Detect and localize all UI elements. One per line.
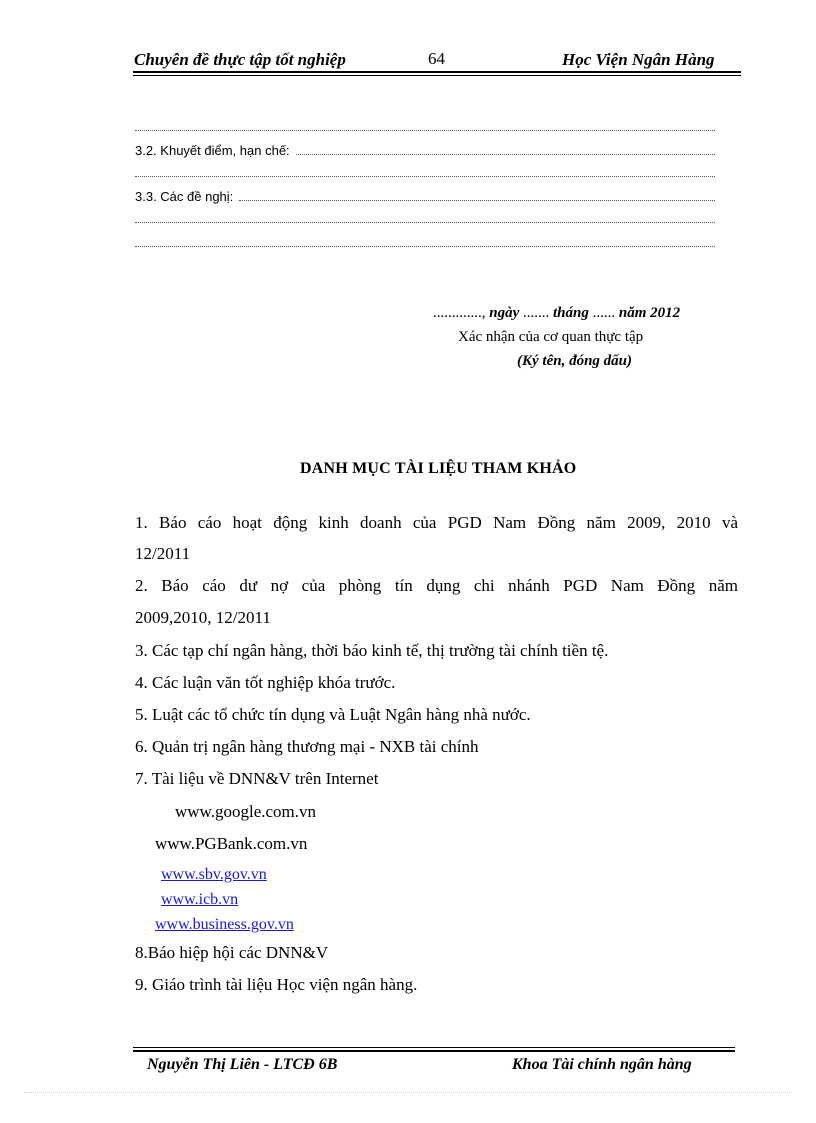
reference-item-2-line-2: 2009,2010, 12/2011 [135, 608, 271, 627]
footer-rule [133, 1050, 735, 1052]
reference-item-1-line-1: 1. Báo cáo hoạt động kinh doanh của PGD Nam Đồng năm 2009, 2010 và [135, 513, 738, 532]
link-business[interactable]: www.business.gov.vn [155, 916, 294, 933]
link-sbv[interactable]: www.sbv.gov.vn [161, 866, 267, 883]
header-rule-thin [133, 75, 741, 76]
header-left-title: Chuyên đề thực tập tốt nghiệp [134, 50, 346, 69]
date-day-label: ngày [489, 305, 520, 321]
reference-item-8: 8.Báo hiệp hội các DNN&V [135, 943, 329, 962]
header-rule [133, 71, 741, 73]
form-item-3-2-label: 3.2. Khuyết điểm, hạn chế: [135, 143, 290, 158]
signature-sign-note: (Ký tên, đóng dấu) [517, 353, 633, 369]
date-year-label: năm 2012 [618, 305, 681, 321]
form-item-3-3-label: 3.3. Các đề nghị: [135, 189, 234, 204]
reference-item-9: 9. Giáo trình tài liệu Học viện ngân hàng. [135, 975, 418, 994]
form-item-3-3 [135, 186, 715, 204]
dotted-line-1 [135, 118, 715, 134]
header-right-title: Học Viện Ngân Hàng [562, 50, 715, 69]
reference-item-6: 6. Quản trị ngân hàng thương mại - NXB tài chính [135, 737, 479, 756]
footer-author: Nguyễn Thị Liên - LTCĐ 6B [147, 1056, 338, 1073]
dotted-line-2 [135, 164, 715, 180]
reference-item-3: 3. Các tạp chí ngân hàng, thời báo kinh tế, thị trường tài chính tiền tệ. [135, 641, 609, 660]
site-google: www.google.com.vn [175, 802, 317, 821]
reference-item-7: 7. Tài liệu về DNN&V trên Internet [135, 769, 379, 788]
reference-item-2-line-1: 2. Báo cáo dư nợ của phòng tín dụng chi nhánh PGD Nam Đồng năm [135, 576, 738, 595]
site-pgbank: www.PGBank.com.vn [155, 834, 308, 853]
page-bottom-border [24, 1092, 792, 1093]
dotted-line-3 [135, 210, 715, 226]
reference-item-5: 5. Luật các tổ chức tín dụng và Luật Ngân hàng nhà nước. [135, 705, 531, 724]
signature-confirm: Xác nhận của cơ quan thực tập [458, 329, 644, 345]
page-number: 64 [428, 49, 445, 68]
date-month-label: tháng [553, 305, 589, 321]
references-title: DANH MỤC TÀI LIỆU THAM KHẢO [300, 460, 577, 477]
reference-item-4: 4. Các luận văn tốt nghiệp khóa trước. [135, 673, 396, 692]
signature-date: ............., ngày ....... tháng ...... năm 2012 [433, 305, 681, 321]
link-icb[interactable]: www.icb.vn [161, 891, 239, 908]
footer-department: Khoa Tài chính ngân hàng [512, 1056, 692, 1073]
reference-item-1-line-2: 12/2011 [135, 544, 191, 563]
dotted-line-4 [135, 234, 715, 250]
footer-rule-thin [133, 1047, 735, 1048]
form-item-3-2 [135, 140, 715, 158]
